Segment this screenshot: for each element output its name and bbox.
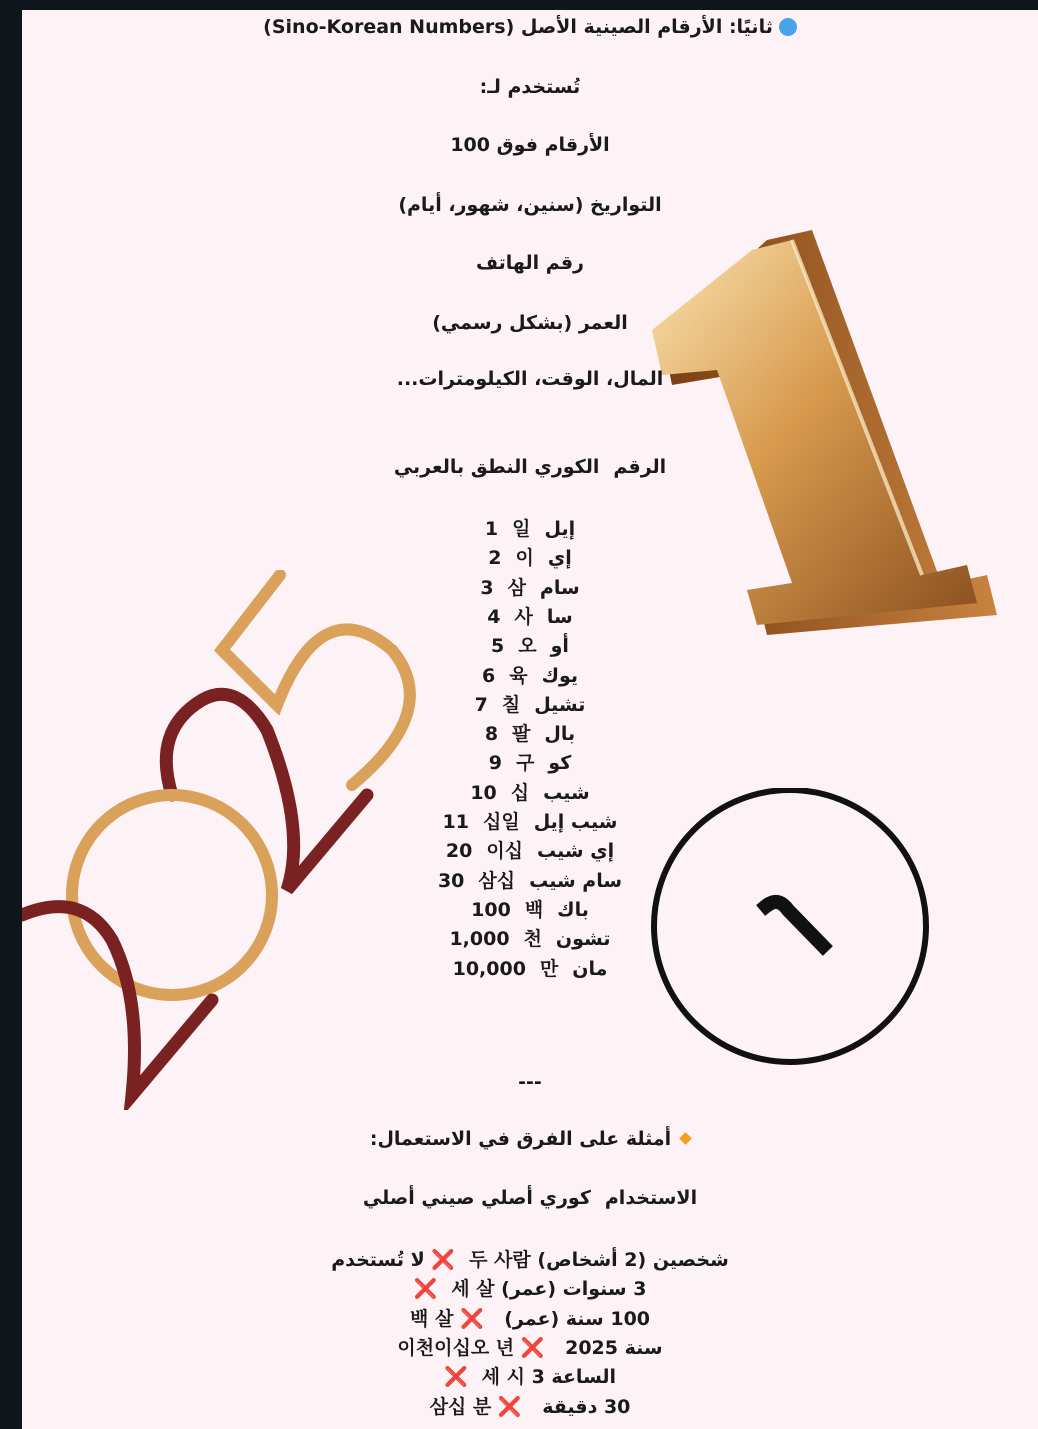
header-korean: الكوري (534, 456, 600, 478)
arabic-pronunciation: مان (572, 957, 608, 980)
document-page (22, 10, 1038, 1429)
arabic-pronunciation: إي شيب (537, 840, 615, 863)
numbers-table-header (22, 456, 1038, 478)
examples-header-sino: صيني أصلي (362, 1187, 475, 1209)
example-row (22, 1333, 1038, 1360)
example-row (22, 1245, 1038, 1272)
use-item: الأرقام فوق 100 (450, 134, 610, 156)
korean-value: 만 (539, 957, 559, 980)
number-value: 9 (488, 752, 502, 775)
korean-value: 이 (515, 547, 534, 570)
korean-value: 구 (515, 752, 535, 775)
number-value: 10 (470, 781, 497, 804)
use-item: المال، الوقت، الكيلومترات... (396, 368, 664, 390)
examples-header-use: الاستخدام (604, 1187, 698, 1209)
example-native: 세 시 (481, 1366, 525, 1389)
number-row (22, 748, 1038, 775)
example-row (22, 1362, 1038, 1389)
korean-value: 사 (514, 605, 533, 628)
korean-value: 삼 (507, 576, 526, 599)
number-row (22, 778, 1038, 805)
example-row (22, 1304, 1038, 1331)
number-value: 7 (474, 693, 488, 716)
arabic-pronunciation: بال (544, 723, 576, 746)
korean-value: 백 (524, 898, 544, 921)
example-sino: 삼십 분 (429, 1395, 492, 1418)
number-row (22, 719, 1038, 746)
number-row (22, 807, 1038, 834)
number-row (22, 602, 1038, 629)
number-row (22, 543, 1038, 570)
korean-value: 삼십 (478, 869, 516, 892)
arabic-pronunciation: إيل (544, 518, 576, 540)
number-row (22, 514, 1038, 541)
cross-mark-icon: ❌ (497, 1395, 522, 1418)
example-sino: 이천이십오 년 (397, 1336, 515, 1359)
use-item: التواريخ (سنين، شهور، أيام) (398, 194, 662, 216)
separator: --- (518, 1071, 542, 1093)
example-sino: 백 살 (409, 1307, 454, 1330)
cross-mark-icon: ❌ (443, 1366, 468, 1389)
heading-text: ثانيًا: الأرقام الصينية الأصل (Sino-Korean Numbers) (263, 16, 773, 38)
number-row (22, 690, 1038, 717)
number-value: 10,000 (452, 957, 526, 980)
korean-value: 이십 (486, 840, 524, 863)
number-row (22, 954, 1038, 981)
example-row (22, 1392, 1038, 1419)
korean-value: 일 (512, 518, 531, 540)
examples-title: أمثلة على الفرق في الاستعمال: (22, 1128, 1038, 1150)
korean-value: 십 (510, 781, 530, 804)
korean-value: 팔 (512, 723, 531, 746)
use-item: العمر (بشكل رسمي) (432, 312, 628, 334)
korean-value: 칠 (501, 693, 521, 716)
uses-title: تُستخدم لـ: (479, 76, 581, 98)
header-pron: النطق بالعربي (393, 456, 528, 478)
example-use: 30 دقيقة (542, 1395, 631, 1418)
arabic-pronunciation: باك (557, 898, 589, 921)
example-native: 두 사람 (469, 1249, 531, 1271)
number-row (22, 895, 1038, 922)
number-row (22, 924, 1038, 951)
number-row (22, 661, 1038, 688)
number-value: 4 (487, 605, 501, 628)
example-use: 3 سنوات (عمر) (501, 1278, 647, 1301)
number-value: 1 (484, 518, 499, 540)
arabic-pronunciation: سام (539, 576, 580, 599)
orange-diamond-icon (679, 1132, 692, 1145)
number-value: 2 (488, 547, 502, 570)
arabic-pronunciation: كو (548, 752, 572, 775)
number-row (22, 573, 1038, 600)
arabic-pronunciation: شيب إيل (533, 811, 618, 833)
section-heading (22, 16, 1038, 38)
number-value: 3 (480, 576, 494, 599)
arabic-pronunciation: يوك (541, 664, 579, 687)
number-value: 11 (442, 811, 469, 833)
example-use: سنة 2025 (565, 1336, 663, 1359)
number-row (22, 866, 1038, 893)
number-row (22, 836, 1038, 863)
cross-mark-icon: ❌ (459, 1307, 484, 1330)
example-use: 100 سنة (عمر) (504, 1307, 651, 1330)
korean-value: 십일 (482, 811, 520, 833)
number-row (22, 631, 1038, 658)
korean-value: 육 (509, 664, 528, 687)
korean-value: 오 (518, 635, 537, 658)
cross-mark-icon: ❌ (431, 1249, 456, 1271)
examples-header-native: كوري أصلي (481, 1187, 591, 1209)
arabic-pronunciation: إي (547, 547, 572, 570)
arabic-pronunciation: شيب (543, 781, 590, 804)
arabic-pronunciation: أو (550, 635, 569, 658)
examples-header (22, 1187, 1038, 1209)
number-value: 100 (471, 898, 511, 921)
number-value: 6 (481, 664, 496, 687)
example-sino: لا تُستخدم (331, 1249, 425, 1271)
number-value: 5 (491, 635, 505, 658)
number-value: 1,000 (449, 928, 510, 951)
example-use: الساعة 3 (531, 1366, 617, 1389)
example-native: 세 살 (451, 1278, 495, 1301)
arabic-pronunciation: تشون (555, 928, 611, 951)
example-row (22, 1274, 1038, 1301)
number-value: 20 (445, 840, 473, 863)
example-use: شخصين (2 أشخاص) (537, 1249, 729, 1271)
use-item: رقم الهاتف (476, 252, 584, 274)
cross-mark-icon: ❌ (520, 1336, 545, 1359)
korean-value: 천 (523, 928, 542, 951)
arabic-pronunciation: سام شيب (529, 869, 623, 892)
cross-mark-icon: ❌ (413, 1278, 438, 1301)
number-value: 8 (484, 723, 499, 746)
blue-circle-icon (779, 18, 797, 36)
arabic-pronunciation: تشيل (534, 693, 586, 716)
number-value: 30 (437, 869, 465, 892)
arabic-pronunciation: سا (546, 605, 573, 628)
header-number: الرقم (613, 456, 667, 478)
